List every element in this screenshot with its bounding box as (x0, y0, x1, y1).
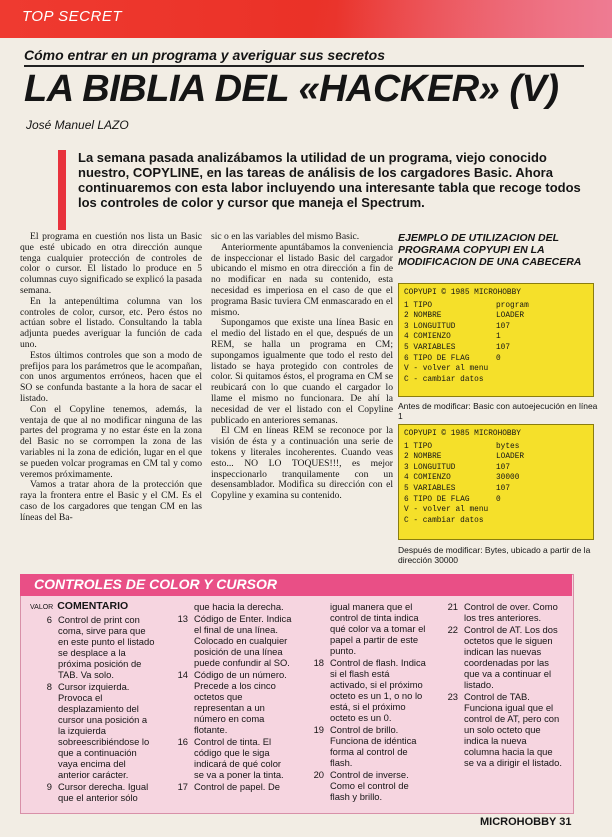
screen-row: C - cambiar datos (404, 516, 484, 525)
kicker: Cómo entrar en un programa y averiguar sus secretos (24, 47, 584, 67)
table-row: 16 Control de tinta. El código que le siga indicará de qué color se va a poner la tinta. (177, 736, 284, 780)
screen-row: 2 NOMBRE LOADER (404, 312, 525, 321)
screen-header: COPYUPI © 1985 MICROHOBBY (404, 430, 521, 438)
paragraph: En la antepenúltima columna van los controles de color, cursor, etc. Pero éstos no actúan sobre el listado. Consultando la tabla adjunta puedes averiguar la función de cada uno. (20, 295, 202, 350)
table-row: 17 Control de papel. De (177, 781, 280, 792)
body-column-1 (20, 232, 202, 524)
screen-row: 6 TIPO DE FLAG 0 (404, 495, 501, 504)
screen-row: 1 TIPO program (404, 301, 529, 310)
screen-row: C - cambiar datos (404, 375, 484, 384)
page-title: LA BIBLIA DEL «HACKER» (V) (24, 68, 559, 110)
paragraph: sic o en las variables del mismo Basic. (211, 231, 360, 242)
screen-row: 3 LONGUITUD 107 (404, 322, 511, 331)
table-row: 20 Control de inverse. Como el control de flash y brillo. (313, 769, 409, 802)
table-header (30, 601, 156, 613)
table-row: 18 Control de flash. Indica si el flash está activado, si el próximo octeto es un 1, o no lo está, si el próximo octeto es un 0. (313, 657, 426, 723)
controls-column-1 (30, 601, 156, 804)
screen-row: 2 NOMBRE LOADER (404, 453, 525, 462)
author: José Manuel LAZO (26, 118, 129, 132)
controls-column-2 (166, 601, 292, 793)
screen-row: 3 LONGUITUD 107 (404, 463, 511, 472)
paragraph: El programa en cuestión nos lista un Basic que esté ubicado en otra dirección aunque tenga cualquier protección de controles de color o cursor. El listado lo produce en 5 columnas cuyo significado se explicó la pasada semana. (20, 231, 202, 296)
caption-after: Después de modificar: Bytes, ubicado a partir de la dirección 30000 (398, 545, 591, 565)
controls-column-4 (436, 601, 562, 769)
table-row: 13 Código de Enter. Indica el final de una línea. Colocado en cualquier posición de una línea puede confundir al SO. (177, 613, 292, 668)
table-row: 9 Cursor derecha. Igual que el anterior sólo (46, 781, 149, 803)
controls-column-3 (302, 601, 428, 803)
paragraph: Supongamos que existe una línea Basic en el medio del listado en el que, después de un REM, se halla un programa en CM; supongamos igualmente que todo el resto del listado se haya protegido con controles de color. Si quitamos éstos, el programa en CM se reubicará con lo que cuando el cargador lo llame el mismo no funcionara. De ahí la necesidad de ver el listado con el Copyline publicado en anteriores semanas. (211, 317, 393, 426)
page-folio: MICROHOBBY 31 (480, 816, 572, 828)
caption-before: Antes de modificar: Basic con autoejecución en línea 1 (398, 401, 598, 421)
table-row: 14 Código de un número. Precede a los cinco octetos que representan a un número en coma flotante. (177, 669, 287, 735)
value-header: VALOR (30, 604, 54, 611)
example-title: EJEMPLO DE UTILIZACION DEL PROGRAMA COPYUPI EN LA MODIFICACION DE UNA CABECERA (398, 232, 582, 268)
paragraph: Con el Copyline tenemos, además, la ventaja de que al no modificar ninguna de las partes del programa y no estar éste en la zona del Basic no se corrompen la zona de las variables ni la zona de edición, lugar en el que se pueden volcar programas en CM tal y como veremos próximamente. (20, 403, 202, 480)
spectrum-screen-after (398, 424, 594, 540)
table-row: 6 Control de print con coma, sirve para que en este punto el listado se desplace a la próxima posición de TAB. Va solo. (46, 614, 155, 680)
table-row: 19 Control de brillo. Funciona de idéntica forma al control de flash. (313, 724, 417, 768)
screen-row: 1 TIPO bytes (404, 442, 520, 451)
paragraph: Vamos a tratar ahora de la protección que raya la frontera entre el Basic y el CM. Es el caso de los cargadores que tengan CM en las líneas del Ba- (20, 479, 202, 523)
paragraph: Estos últimos controles que son a modo de prefijos para los parámetros que le acompañan, con unos argumentos erróneos, hacen que el SO se confunda bastante a la hora de sacar el listado. (20, 349, 202, 404)
screen-row: 4 COMIENZO 30000 (404, 474, 520, 483)
screen-row: V - volver al menu (404, 506, 489, 515)
body-column-2 (211, 232, 393, 502)
table-row: 21 Control de over. Como los tres anteriores. (447, 601, 558, 623)
controls-table-title: CONTROLES DE COLOR Y CURSOR (34, 576, 277, 592)
screen-row: 5 VARIABLES 107 (404, 343, 511, 352)
comment-header: COMENTARIO (57, 600, 129, 612)
table-row: 22 Control de AT. Los dos octetos que le siguen indican las nuevas coordenadas por las que va a continuar el listado. (447, 624, 558, 690)
spectrum-screen-before (398, 283, 594, 397)
screen-row: 5 VARIABLES 107 (404, 484, 511, 493)
screen-row: 4 COMIENZO 1 (404, 333, 501, 342)
section-tag: TOP SECRET (22, 8, 123, 25)
continued-text: igual manera que el control de tinta indica qué color va a tomar el papel a partir de este punto. (330, 601, 426, 656)
intro-paragraph: La semana pasada analizábamos la utilidad de un programa, viejo conocido nuestro, COPYLINE, en las tareas de análisis de los cargadores Basic. Ahora continuaremos con esta labor incluyendo una interesante tabla que recoge todos los controles de color y cursor que maneja el Spectrum. (78, 150, 581, 210)
screen-row: 6 TIPO DE FLAG 0 (404, 354, 501, 363)
continued-text: que hacia la derecha. (194, 601, 284, 612)
intro-accent-bar (58, 150, 66, 230)
paragraph: El CM en líneas REM se reconoce por la visión de ésta y a continuación una serie de tokens y literales incoherentes. Cuando veas esto... NO LO TOQUES!!!, es mejor inspeccionarlo tranquilamente con un desensamblador. Modifica su dirección con el Copyline y examina su contenido. (211, 425, 393, 502)
table-row: 8 Cursor izquierda. Provoca el desplazamiento del cursor una posición a la izquierda sobreescribiéndose lo que a continuación vaya encima del anterior carácter. (46, 681, 150, 780)
screen-header: COPYUPI © 1985 MICROHOBBY (404, 289, 521, 297)
table-row: 23 Control de TAB. Funciona igual que el control de AT, pero con un solo octeto que indica la nueva columna hacia la que se va a dirigir el listado. (447, 691, 562, 768)
paragraph: Anteriormente apuntábamos la conveniencia de inspeccionar el listado Basic del cargador ubicando el mismo en otra dirección a fin de no modificar en nada su contenido, esta necesidad es imperiosa en el caso de que el programa Basic tuviera CM enmascarado en el mismo. (211, 241, 393, 318)
screen-row: V - volver al menu (404, 365, 489, 374)
